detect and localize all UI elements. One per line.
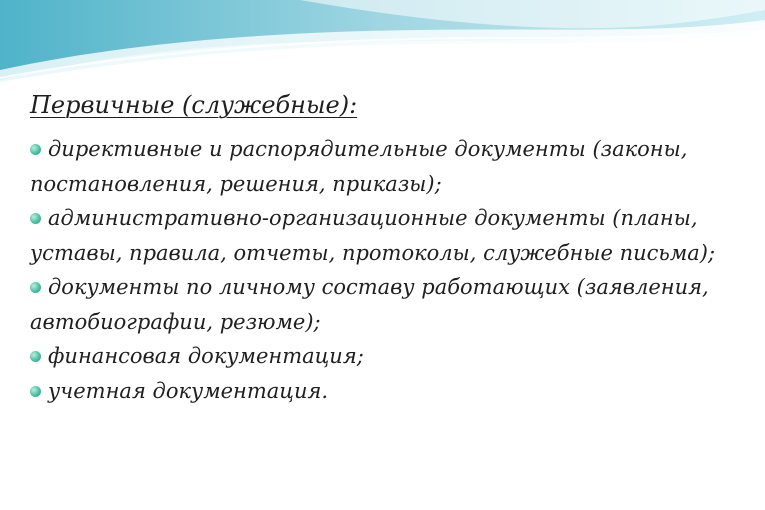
slide-content — [30, 88, 750, 408]
decorative-wave-header — [0, 0, 765, 90]
list-item-text: документы по личному составу работающих (заявления, автобиографии, резюме); — [30, 275, 709, 334]
list-item — [30, 201, 750, 270]
list-item-text: административно-организационные документы (планы, уставы, правила, отчеты, протоколы, служебные письма); — [30, 206, 716, 265]
list-item — [30, 374, 750, 409]
list-item-text: финансовая документация; — [48, 344, 364, 368]
list-item — [30, 339, 750, 374]
bullet-icon — [30, 213, 41, 224]
slide-heading: Первичные (служебные): — [30, 91, 358, 119]
list-item-text: учетная документация. — [48, 378, 329, 403]
bullet-icon — [30, 282, 41, 293]
bullet-icon — [30, 144, 41, 155]
bullet-icon — [30, 386, 41, 397]
list-item-text: директивные и распорядительные документы (законы, постановления, решения, приказы); — [30, 137, 688, 196]
list-item — [30, 132, 750, 201]
bullet-icon — [30, 351, 41, 362]
list-item — [30, 270, 750, 339]
bullet-list — [30, 132, 750, 408]
